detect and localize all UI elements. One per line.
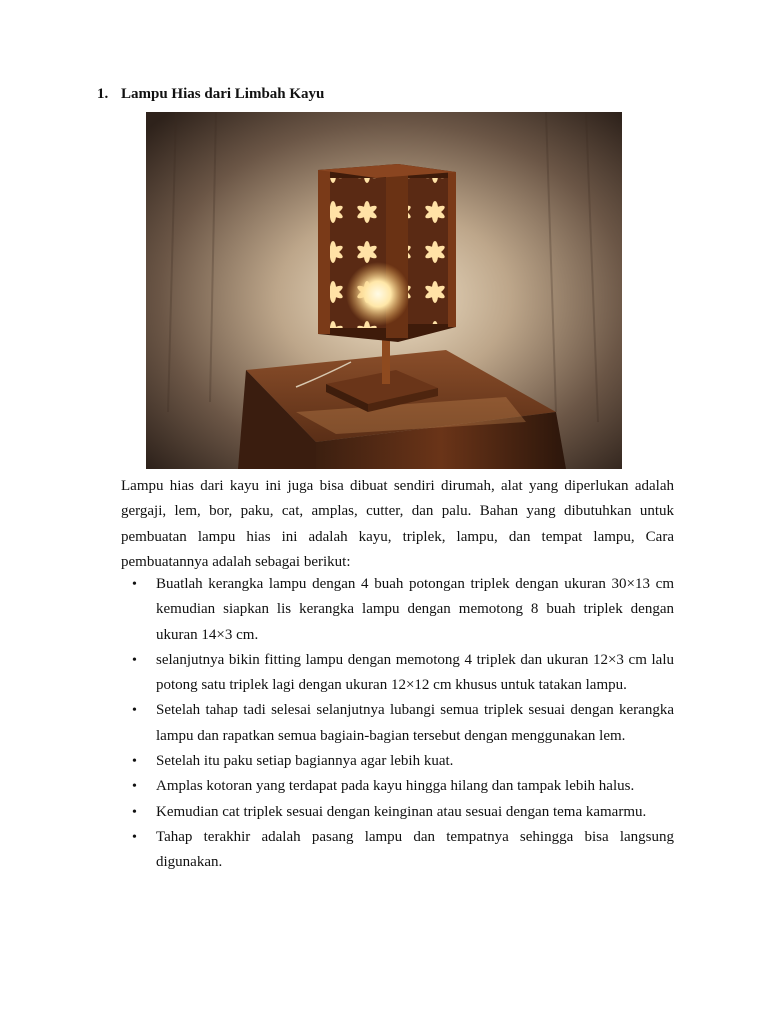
section-number: 1. [97, 86, 109, 102]
bullet-icon: • [132, 754, 137, 770]
list-item [121, 572, 674, 648]
list-item [121, 749, 674, 774]
bullet-icon: • [132, 829, 137, 845]
list-item [121, 825, 674, 876]
bullet-icon: • [132, 703, 137, 719]
steps-list [121, 572, 674, 876]
step-text: Buatlah kerangka lampu dengan 4 buah potongan triplek dengan ukuran 30×13 cm kemudian siapkan lis kerangka lampu dengan memotong 8 buah triplek dengan ukuran 14×3 cm. [156, 576, 674, 643]
bullet-icon: • [132, 804, 137, 820]
list-item [121, 648, 674, 699]
bullet-icon: • [132, 652, 137, 668]
step-text: Amplas kotoran yang terdapat pada kayu hingga hilang dan tampak lebih halus. [156, 778, 635, 795]
list-item [121, 774, 674, 799]
list-item [121, 698, 674, 749]
step-text: Kemudian cat triplek sesuai dengan keinginan atau sesuai dengan tema kamarmu. [156, 803, 647, 820]
bullet-icon: • [132, 779, 137, 795]
step-text: Setelah itu paku setiap bagiannya agar lebih kuat. [156, 753, 454, 770]
section-heading [97, 86, 324, 103]
wooden-table-lamp-photo-icon [146, 112, 622, 469]
list-item [121, 800, 674, 825]
lamp-photo [146, 112, 622, 469]
step-text: Tahap terakhir adalah pasang lampu dan tempatnya sehingga bisa langsung digunakan. [156, 828, 674, 871]
step-text: selanjutnya bikin fitting lampu dengan memotong 4 triplek dan ukuran 12×3 cm lalu potong satu triplek lagi dengan ukuran 12×12 cm khusus untuk tatakan lampu. [156, 651, 674, 694]
section-title: Lampu Hias dari Limbah Kayu [121, 86, 325, 102]
step-text: Setelah tahap tadi selesai selanjutnya lubangi semua triplek sesuai dengan kerangka lampu dan rapatkan semua bagiain-bagian tersebut dengan menggunakan lem. [156, 702, 674, 744]
intro-paragraph: Lampu hias dari kayu ini juga bisa dibuat sendiri dirumah, alat yang diperlukan adalah gergaji, lem, bor, paku, cat, amplas, cutter, dan palu. Bahan yang dibutuhkan untuk pembuatan lampu hias ini adalah kayu, triplek, lampu, dan tempat lampu, Cara pembuatannya adalah sebagai berikut: [121, 478, 674, 570]
bullet-icon: • [132, 577, 137, 592]
